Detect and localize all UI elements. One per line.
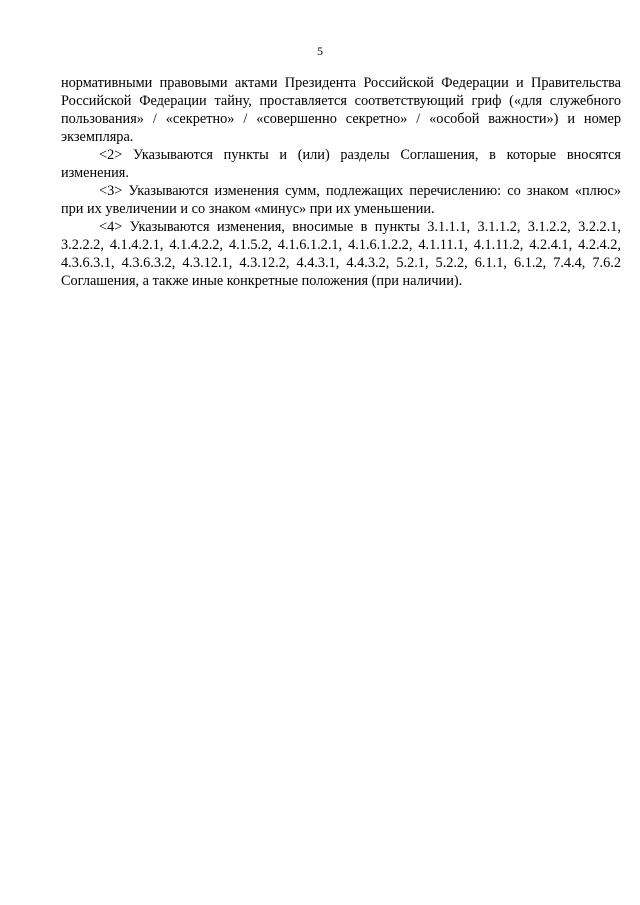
page-number: 5 — [317, 44, 323, 58]
footnotes-text — [61, 74, 621, 290]
paragraph-continuation: нормативными правовыми актами Президента Российской Федерации и Правительства Российской Федерации тайну, проставляется соответствующий гриф («для служебного пользования» / «секретно» / «совершенно секретно» / «особой важности») и номер экземпляра. — [61, 75, 621, 145]
footnote-4: <4> Указываются изменения, вносимые в пункты 3.1.1.1, 3.1.1.2, 3.1.2.2, 3.2.2.1, 3.2.2.2, 4.1.4.2.1, 4.1.4.2.2, 4.1.5.2, 4.1.6.1.2.1, 4.1.6.1.2.2, 4.1.11.1, 4.1.11.2, 4.2.4.1, 4.2.4.2, 4.3.6.3.1, 4.3.6.3.2, 4.3.12.1, 4.3.12.2, 4.4.3.1, 4.4.3.2, 5.2.1, 5.2.2, 6.1.1, 6.1.2, 7.4.4, 7.6.2 Соглашения, а также иные конкретные положения (при наличии). — [61, 219, 621, 289]
footnote-2: <2> Указываются пункты и (или) разделы Соглашения, в которые вносятся изменения. — [61, 147, 621, 181]
footnote-3: <3> Указываются изменения сумм, подлежащих перечислению: со знаком «плюс» при их увеличении и со знаком «минус» при их уменьшении. — [61, 183, 621, 217]
